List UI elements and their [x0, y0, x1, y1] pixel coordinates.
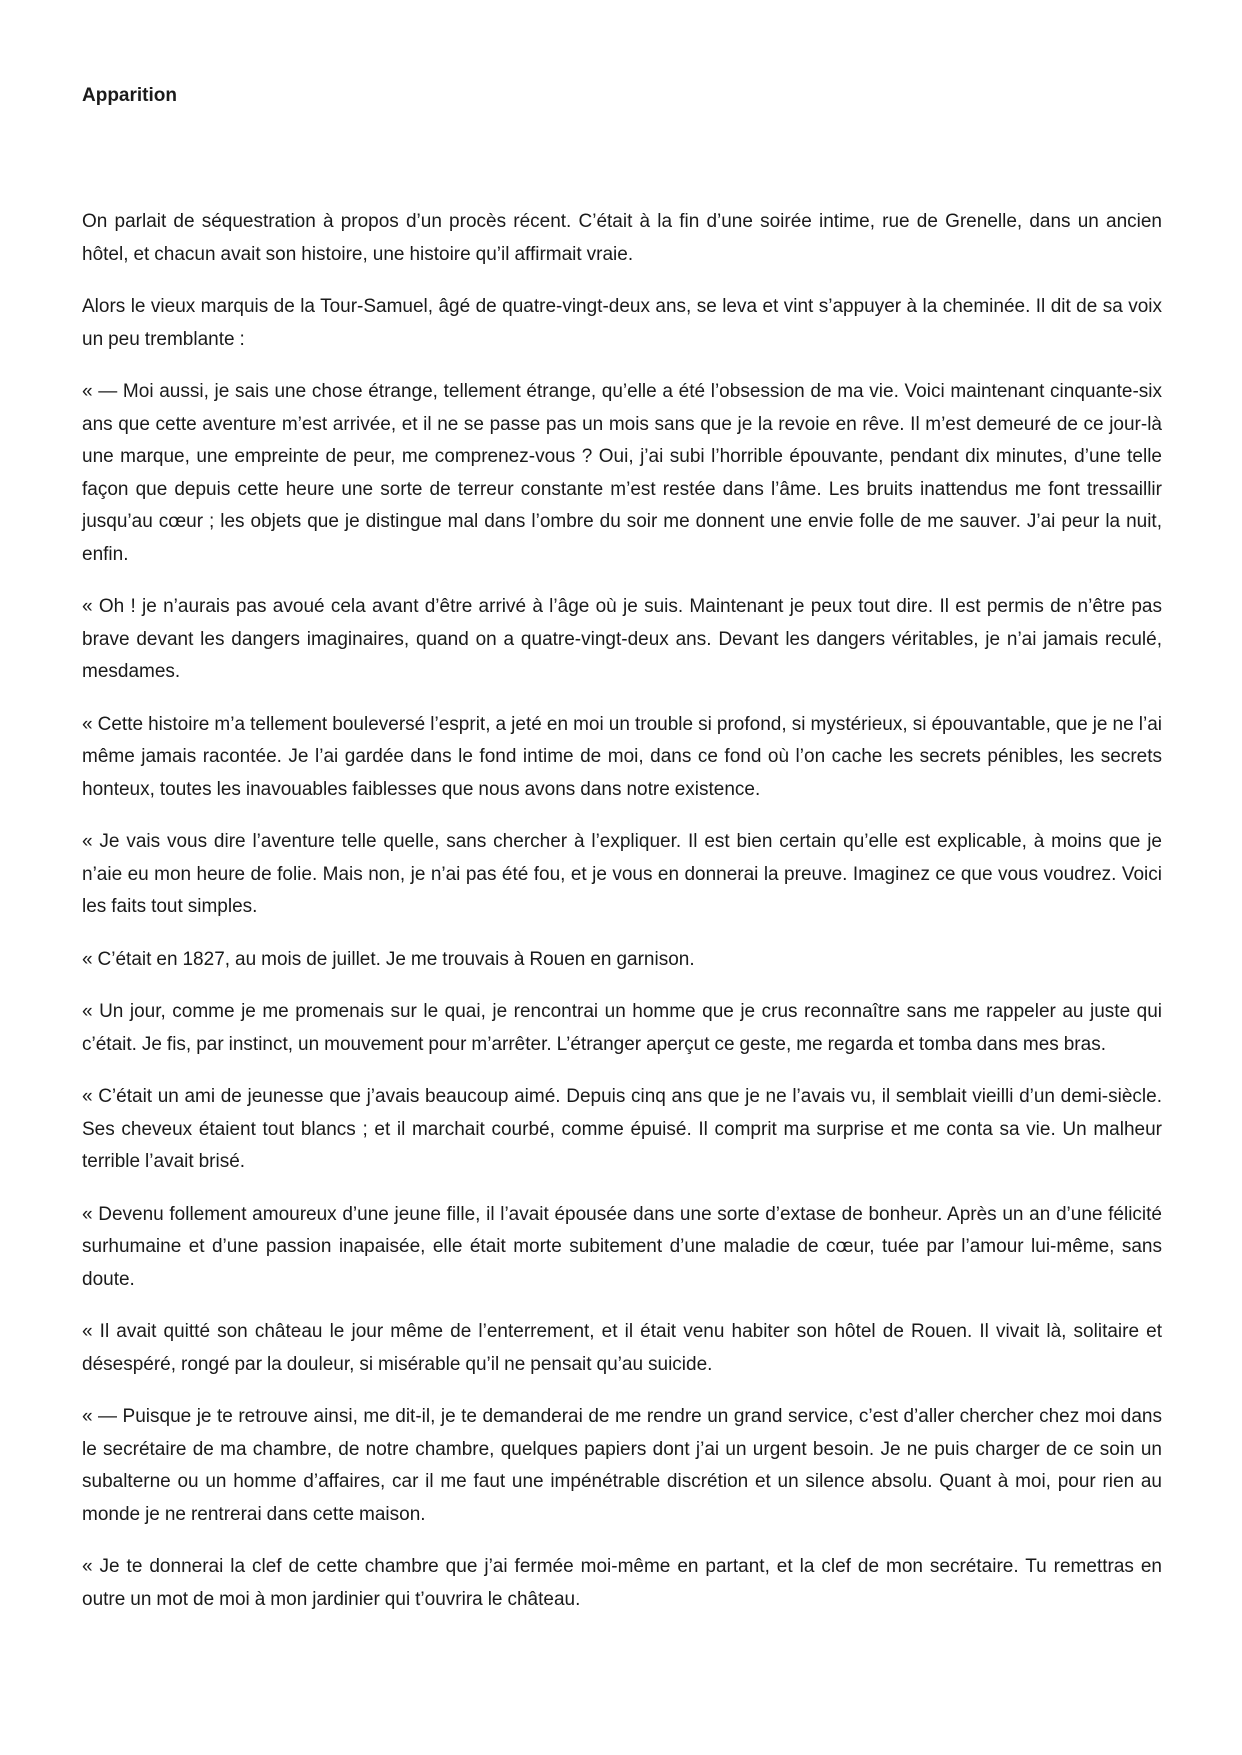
paragraph: « C’était un ami de jeunesse que j’avais beaucoup aimé. Depuis cinq ans que je ne l’avais vu, il semblait vieilli d’un demi-siècle. Ses cheveux étaient tout blancs ; et il marchait courbé, comme épuisé. Il comprit ma surprise et me conta sa vie. Un malheur terrible l’avait brisé.: [82, 1086, 1162, 1172]
paragraph: « Devenu follement amoureux d’une jeune fille, il l’avait épousée dans une sorte d’extase de bonheur. Après un an d’une félicité surhumaine et d’une passion inapaisée, elle était morte subitement d’une maladie de cœur, tuée par l’amour lui-même, sans doute.: [82, 1203, 1162, 1290]
paragraph: « Je vais vous dire l’aventure telle quelle, sans chercher à l’expliquer. Il est bien certain qu’elle est explicable, à moins que je n’aie eu mon heure de folie. Mais non, je n’ai pas été fou, et je vous en donnerai la preuve. Imaginez ce que vous voudrez. Voici les faits tout simples.: [82, 831, 1162, 917]
paragraph: « Cette histoire m’a tellement bouleversé l’esprit, a jeté en moi un trouble si profond, si mystérieux, si épouvantable, que je ne l’ai même jamais racontée. Je l’ai gardée dans le fond intime de moi, dans ce fond où l’on cache les secrets pénibles, les secrets honteux, toutes les inavouables faiblesses que nous avons dans notre existence.: [82, 713, 1162, 800]
document-title: Apparition: [82, 85, 177, 106]
paragraph: On parlait de séquestration à propos d’un procès récent. C’était à la fin d’une soirée intime, rue de Grenelle, dans un ancien hôtel, et chacun avait son histoire, une histoire qu’il affirmait vraie.: [82, 211, 1162, 265]
paragraph: « Il avait quitté son château le jour même de l’enterrement, et il était venu habiter son hôtel de Rouen. Il vivait là, solitaire et désespéré, rongé par la douleur, si misérable qu’il ne pensait qu’au suicide.: [82, 1321, 1162, 1375]
document-body: [82, 206, 1162, 1616]
paragraph: « Je te donnerai la clef de cette chambre que j’ai fermée moi-même en partant, et la clef de mon secrétaire. Tu remettras en outre un mot de moi à mon jardinier qui t’ouvrira le château.: [82, 1556, 1162, 1610]
paragraph: « Oh ! je n’aurais pas avoué cela avant d’être arrivé à l’âge où je suis. Maintenant je peux tout dire. Il est permis de n’être pas brave devant les dangers imaginaires, quand on a quatre-vingt-deux ans. Devant les dangers véritables, je n’ai jamais reculé, mesdames.: [82, 596, 1162, 682]
paragraph: « Un jour, comme je me promenais sur le quai, je rencontrai un homme que je crus reconnaître sans me rappeler au juste qui c’était. Je fis, par instinct, un mouvement pour m’arrêter. L’étranger aperçut ce geste, me regarda et tomba dans mes bras.: [82, 1001, 1162, 1055]
paragraph: « — Puisque je te retrouve ainsi, me dit-il, je te demanderai de me rendre un grand service, c’est d’aller chercher chez moi dans le secrétaire de ma chambre, de notre chambre, quelques papiers dont j’ai un urgent besoin. Je ne puis charger de ce soin un subalterne ou un homme d’affaires, car il me faut une impénétrable discrétion et un silence absolu. Quant à moi, pour rien au monde je ne rentrerai dans cette maison.: [82, 1406, 1162, 1525]
paragraph: Alors le vieux marquis de la Tour-Samuel, âgé de quatre-vingt-deux ans, se leva et vint s’appuyer à la cheminée. Il dit de sa voix un peu tremblante :: [82, 296, 1162, 350]
paragraph: « — Moi aussi, je sais une chose étrange, tellement étrange, qu’elle a été l’obsession de ma vie. Voici maintenant cinquante-six ans que cette aventure m’est arrivée, et il ne se passe pas un mois sans que je la revoie en rêve. Il m’est demeuré de ce jour-là une marque, une empreinte de peur, me comprenez-vous ? Oui, j’ai subi l’horrible épouvante, pendant dix minutes, d’une telle façon que depuis cette heure une sorte de terreur constante m’est restée dans l’âme. Les bruits inattendus me font tressaillir jusqu’au cœur ; les objets que je distingue mal dans l’ombre du soir me donnent une envie folle de me sauver. J’ai peur la nuit, enfin.: [82, 381, 1162, 565]
paragraph: « C’était en 1827, au mois de juillet. Je me trouvais à Rouen en garnison.: [82, 948, 695, 970]
document-page: [82, 80, 1162, 1636]
